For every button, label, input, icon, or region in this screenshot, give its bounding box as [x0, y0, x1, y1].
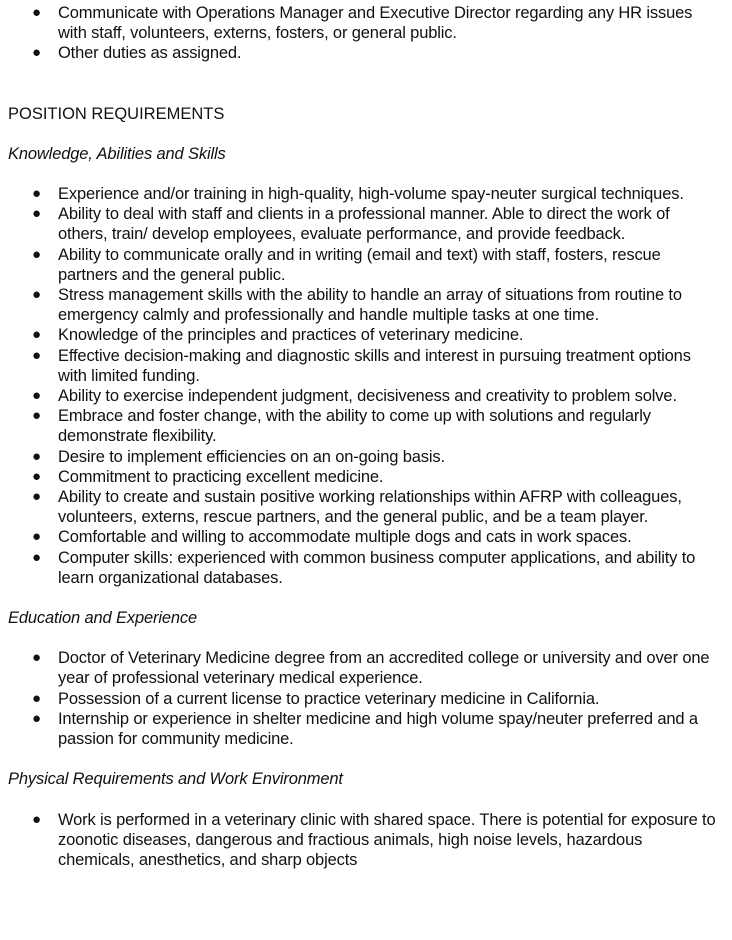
list-item [0, 386, 732, 406]
bullet-icon: ● [32, 467, 41, 485]
list-item [0, 689, 732, 709]
list-item [0, 467, 732, 487]
list-item [0, 709, 732, 749]
bullet-icon: ● [32, 387, 41, 405]
bullet-icon: ● [32, 709, 41, 727]
list-item [0, 204, 732, 244]
bullet-icon: ● [32, 44, 41, 62]
bullet-icon: ● [32, 528, 41, 546]
list-item-text: Desire to implement efficiencies on an on-going basis. [58, 447, 445, 466]
list-item-text: Computer skills: experienced with common business computer applications, and ability to learn organizational databases. [58, 548, 696, 587]
list-item [0, 3, 732, 43]
subheading-physical-requirements: Physical Requirements and Work Environment [8, 770, 343, 789]
list-item [0, 447, 732, 467]
list-item-text: Effective decision-making and diagnostic skills and interest in pursuing treatment options with limited funding. [58, 346, 691, 385]
list-item [0, 346, 732, 386]
list-item-text: Ability to deal with staff and clients in a professional manner. Able to direct the work of others, train/ develop employees, evaluate performance, and provide feedback. [58, 205, 670, 244]
list-item-text: Possession of a current license to practice veterinary medicine in California. [58, 689, 600, 708]
bullet-icon: ● [32, 4, 41, 21]
list-item-text: Work is performed in a veterinary clinic with shared space. There is potential for exposure to zoonotic diseases, dangerous and fractious animals, high noise levels, hazardous chemicals, anesthetics, and sharp objects [58, 810, 716, 869]
bullet-icon: ● [32, 488, 41, 506]
list-item-text: Communicate with Operations Manager and Executive Director regarding any HR issues with staff, volunteers, externs, fosters, or general public. [58, 4, 693, 43]
bullet-icon: ● [32, 245, 41, 263]
list-item [0, 648, 732, 688]
subheading-knowledge-abilities-skills: Knowledge, Abilities and Skills [8, 144, 226, 163]
list-item-text: Ability to create and sustain positive working relationships within AFRP with colleagues, volunteers, externs, rescue partners, and the general public, and be a team player. [58, 488, 682, 527]
list-item [0, 406, 732, 446]
list-item-text: Knowledge of the principles and practices of veterinary medicine. [58, 326, 524, 345]
list-item [0, 810, 732, 871]
list-item [0, 285, 732, 325]
bullet-icon: ● [32, 326, 41, 344]
list-item-text: Doctor of Veterinary Medicine degree from an accredited college or university and over one year of professional veterinary medical experience. [58, 649, 710, 688]
physical-list [0, 810, 732, 871]
bullet-icon: ● [32, 286, 41, 304]
bullet-icon: ● [32, 185, 41, 203]
bullet-icon: ● [32, 346, 41, 364]
section-title-position-requirements: POSITION REQUIREMENTS [8, 104, 225, 123]
subheading-education-experience: Education and Experience [8, 609, 198, 628]
bullet-icon: ● [32, 810, 41, 828]
list-item-text: Embrace and foster change, with the ability to come up with solutions and regularly demonstrate flexibility. [58, 407, 651, 446]
list-item-text: Experience and/or training in high-quality, high-volume spay-neuter surgical techniques. [58, 185, 684, 204]
bullet-icon: ● [32, 407, 41, 425]
list-item [0, 487, 732, 527]
knowledge-list [0, 184, 732, 588]
list-item [0, 548, 732, 588]
list-item [0, 184, 732, 204]
list-item-text: Ability to exercise independent judgment, decisiveness and creativity to problem solve. [58, 387, 677, 406]
list-item [0, 43, 732, 63]
list-item-text: Ability to communicate orally and in writing (email and text) with staff, fosters, rescue partners and the general public. [58, 245, 661, 284]
list-item [0, 527, 732, 547]
bullet-icon: ● [32, 447, 41, 465]
top-duties-list [0, 3, 732, 64]
bullet-icon: ● [32, 548, 41, 566]
list-item-text: Stress management skills with the ability to handle an array of situations from routine to emergency calmly and professionally and handle multiple tasks at one time. [58, 286, 682, 325]
bullet-icon: ● [32, 689, 41, 707]
list-item-text: Internship or experience in shelter medicine and high volume spay/neuter preferred and a passion for community medicine. [58, 709, 698, 749]
bullet-icon: ● [32, 649, 41, 667]
list-item-text: Commitment to practicing excellent medicine. [58, 467, 384, 486]
list-item [0, 325, 732, 345]
list-item [0, 245, 732, 285]
education-list [0, 648, 732, 749]
list-item-text: Other duties as assigned. [58, 44, 242, 63]
bullet-icon: ● [32, 205, 41, 223]
list-item-text: Comfortable and willing to accommodate multiple dogs and cats in work spaces. [58, 528, 632, 547]
